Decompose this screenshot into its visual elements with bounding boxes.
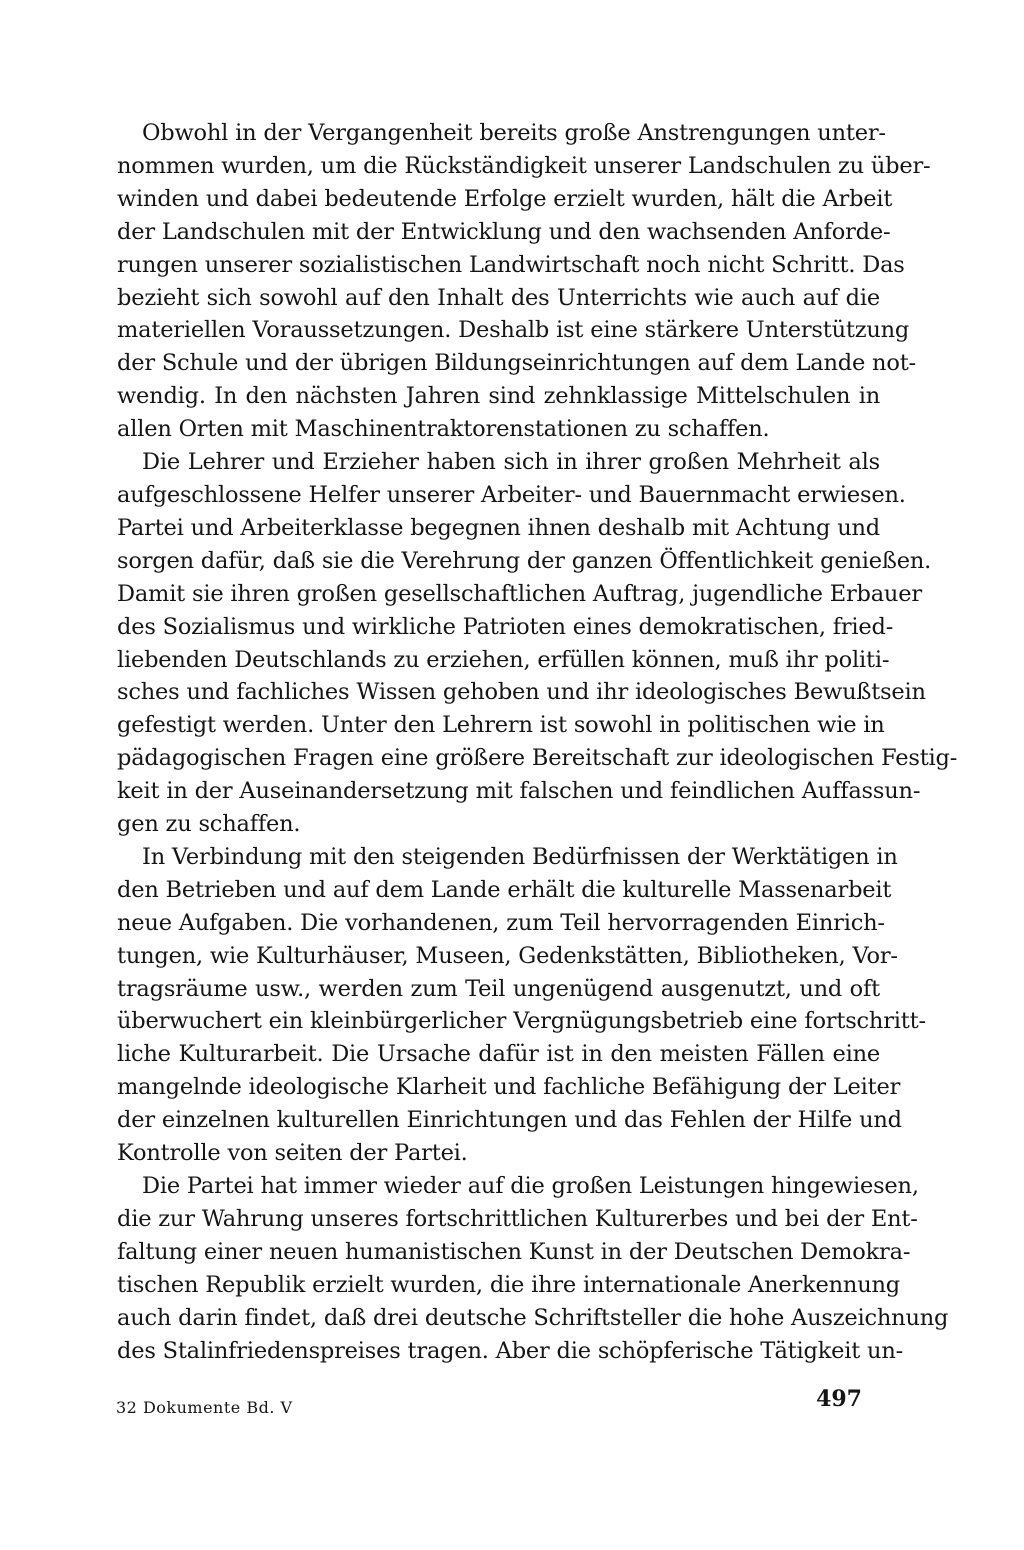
text-line: liche Kulturarbeit. Die Ursache dafür ist in den meisten Fällen eine bbox=[117, 1041, 880, 1068]
text-line: der einzelnen kulturellen Einrichtungen und das Fehlen der Hilfe und bbox=[117, 1107, 902, 1134]
text-line: Partei und Arbeiterklasse begegnen ihnen deshalb mit Achtung und bbox=[117, 514, 880, 541]
text-line: des Stalinfriedenspreises tragen. Aber die schöpferische Tätigkeit un- bbox=[117, 1337, 904, 1364]
text-line: bezieht sich sowohl auf den Inhalt des Unterrichts wie auch auf die bbox=[117, 284, 880, 311]
text-line: allen Orten mit Maschinentraktorenstationen zu schaffen. bbox=[117, 416, 770, 443]
text-line: faltung einer neuen humanistischen Kunst in der Deutschen Demokra- bbox=[117, 1238, 911, 1265]
body-text bbox=[117, 117, 958, 1367]
text-line: sches und fachliches Wissen gehoben und ihr ideologisches Bewußtsein bbox=[117, 679, 926, 706]
page-number: 497 bbox=[816, 1386, 862, 1412]
text-line: der Landschulen mit der Entwicklung und den wachsenden Anforde- bbox=[117, 218, 891, 245]
text-line: des Sozialismus und wirkliche Patrioten eines demokratischen, fried- bbox=[117, 613, 894, 640]
text-line: gefestigt werden. Unter den Lehrern ist sowohl in politischen wie in bbox=[117, 712, 885, 739]
text-line: Damit sie ihren großen gesellschaftlichen Auftrag, jugendliche Erbauer bbox=[117, 580, 922, 607]
text-line: tischen Republik erzielt wurden, die ihre internationale Anerkennung bbox=[117, 1271, 900, 1298]
text-line: mangelnde ideologische Klarheit und fachliche Befähigung der Leiter bbox=[117, 1074, 901, 1101]
text-line: liebenden Deutschlands zu erziehen, erfüllen können, muß ihr politi- bbox=[117, 646, 890, 673]
text-line: den Betrieben und auf dem Lande erhält die kulturelle Massenarbeit bbox=[117, 876, 892, 903]
text-line: überwuchert ein kleinbürgerlicher Vergnügungsbetrieb eine fortschritt- bbox=[117, 1008, 926, 1035]
paragraph-2 bbox=[117, 446, 958, 841]
text-line: neue Aufgaben. Die vorhandenen, zum Teil hervorragenden Einrich- bbox=[117, 909, 885, 936]
text-line: auch darin findet, daß drei deutsche Schriftsteller die hohe Auszeichnung bbox=[117, 1304, 949, 1331]
paragraph-4 bbox=[117, 1170, 949, 1367]
text-line: In Verbindung mit den steigenden Bedürfnissen der Werktätigen in bbox=[142, 843, 898, 870]
text-line: Kontrolle von seiten der Partei. bbox=[117, 1140, 468, 1167]
text-line: sorgen dafür, daß sie die Verehrung der ganzen Öffentlichkeit genießen. bbox=[117, 547, 932, 574]
text-line: die zur Wahrung unseres fortschrittlichen Kulturerbes und bei der Ent- bbox=[117, 1205, 918, 1232]
text-line: Die Partei hat immer wieder auf die großen Leistungen hingewiesen, bbox=[142, 1173, 919, 1199]
text-line: keit in der Auseinandersetzung mit falschen und feindlichen Auffassun- bbox=[117, 778, 921, 805]
text-line: tungen, wie Kulturhäuser, Museen, Gedenkstätten, Bibliotheken, Vor- bbox=[117, 942, 898, 969]
text-line: tragsräume usw., werden zum Teil ungenügend ausgenutzt, und oft bbox=[117, 975, 880, 1002]
text-line: materiellen Voraussetzungen. Deshalb ist eine stärkere Unterstützung bbox=[117, 317, 910, 344]
text-line: nommen wurden, um die Rückständigkeit unserer Landschulen zu über- bbox=[117, 152, 931, 179]
text-line: winden und dabei bedeutende Erfolge erzielt wurden, hält die Arbeit bbox=[117, 185, 893, 212]
text-line: gen zu schaffen. bbox=[117, 811, 301, 838]
text-line: Obwohl in der Vergangenheit bereits große Anstrengungen unter- bbox=[142, 120, 886, 146]
printer-signature: 32 Dokumente Bd. V bbox=[116, 1398, 293, 1417]
text-line: der Schule und der übrigen Bildungseinrichtungen auf dem Lande not- bbox=[117, 350, 916, 377]
paragraph-1 bbox=[117, 117, 931, 446]
text-line: pädagogischen Fragen eine größere Bereitschaft zur ideologischen Festig- bbox=[117, 745, 958, 772]
text-line: Die Lehrer und Erzieher haben sich in ihrer großen Mehrheit als bbox=[142, 449, 880, 476]
text-line: wendig. In den nächsten Jahren sind zehnklassige Mittelschulen in bbox=[117, 383, 880, 410]
text-line: aufgeschlossene Helfer unserer Arbeiter- und Bauernmacht erwiesen. bbox=[117, 481, 906, 508]
text-line: rungen unserer sozialistischen Landwirtschaft noch nicht Schritt. Das bbox=[117, 251, 905, 278]
paragraph-3 bbox=[117, 841, 926, 1170]
